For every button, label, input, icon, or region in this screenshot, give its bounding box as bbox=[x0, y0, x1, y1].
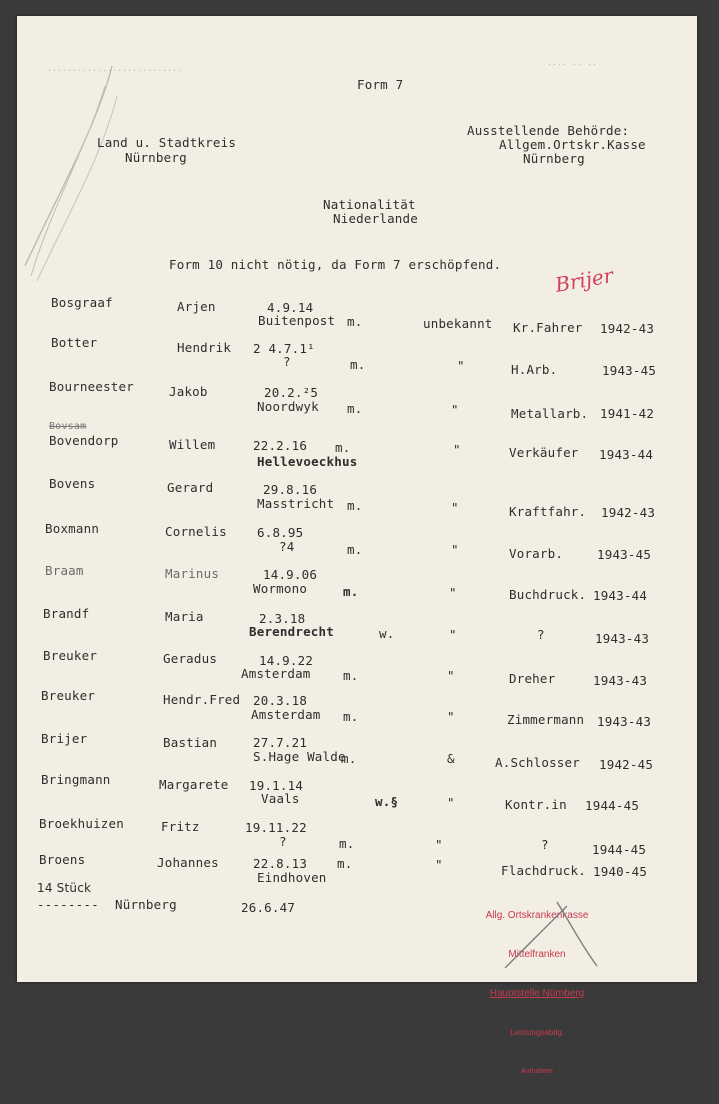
birth-place: Hellevoeckhus bbox=[257, 454, 358, 469]
period: 1943-43 bbox=[593, 673, 648, 688]
issuer-left-line2: Nürnberg bbox=[125, 150, 187, 165]
period: 1943-44 bbox=[599, 447, 654, 462]
entry-count: 14 Stück bbox=[37, 881, 92, 895]
document-page bbox=[17, 16, 697, 1075]
first-name: Maria bbox=[165, 609, 204, 624]
faint-dots-right: ···· ·· ·· bbox=[547, 60, 598, 69]
surname: Brijer bbox=[41, 731, 88, 746]
sex: m. bbox=[343, 709, 359, 724]
first-name: Willem bbox=[169, 437, 216, 452]
first-name: Arjen bbox=[177, 299, 216, 314]
sex: m. bbox=[337, 856, 353, 871]
surname-struck: Bovsam bbox=[49, 421, 87, 432]
address: unbekannt bbox=[423, 316, 493, 331]
first-name: Johannes bbox=[157, 855, 219, 870]
surname: Bovendorp bbox=[49, 433, 119, 448]
address: & bbox=[447, 751, 455, 766]
birth-date: 29.8.16 bbox=[263, 482, 318, 497]
occupation: Flachdruck. bbox=[501, 863, 586, 878]
sex: m. bbox=[341, 751, 357, 766]
surname: Brandf bbox=[43, 606, 90, 621]
birth-place: Vaals bbox=[261, 791, 300, 806]
note-line: Form 10 nicht nötig, da Form 7 erschöpfend. bbox=[169, 257, 502, 272]
address: " bbox=[447, 668, 455, 683]
occupation: Kontr.in bbox=[505, 797, 567, 812]
occupation: H.Arb. bbox=[511, 362, 558, 377]
birth-date: 2.3.18 bbox=[259, 611, 306, 626]
surname: Braam bbox=[45, 563, 84, 578]
birth-place: ?4 bbox=[279, 539, 295, 554]
surname: Broekhuizen bbox=[39, 816, 124, 831]
sex: m. bbox=[347, 542, 363, 557]
form-number: Form 7 bbox=[357, 77, 404, 92]
surname: Bovens bbox=[49, 476, 96, 491]
first-name: Hendr.Fred bbox=[163, 692, 241, 707]
birth-date: 4.9.14 bbox=[267, 300, 314, 315]
occupation: Vorarb. bbox=[509, 546, 564, 561]
first-name: Gerard bbox=[167, 480, 214, 495]
surname: Bringmann bbox=[41, 772, 111, 787]
sex: m. bbox=[343, 584, 359, 599]
stamp-line: Hauptstelle Nürnberg bbox=[489, 988, 585, 999]
occupation: A.Schlosser bbox=[495, 755, 580, 770]
first-name: Marinus bbox=[165, 566, 220, 581]
occupation: ? bbox=[537, 627, 545, 642]
period: 1942-45 bbox=[599, 757, 654, 772]
address: " bbox=[451, 402, 459, 417]
occupation: Kraftfahr. bbox=[509, 504, 587, 519]
birth-date: 20.3.18 bbox=[253, 693, 308, 708]
stamp-line: Leistungsabtlg. bbox=[510, 1028, 564, 1037]
sex: w. bbox=[379, 626, 395, 641]
pencil-scribble bbox=[17, 56, 127, 286]
stamp-line: Allg. Ortskrankenkasse bbox=[485, 910, 589, 921]
birth-place: Eindhoven bbox=[257, 870, 327, 885]
surname: Boxmann bbox=[45, 521, 100, 536]
occupation: Dreher bbox=[509, 671, 556, 686]
occupation: Metallarb. bbox=[511, 406, 589, 421]
birth-date: 19.1.14 bbox=[249, 778, 304, 793]
birth-place: Noordwyk bbox=[257, 399, 319, 414]
birth-date: 27.7.21 bbox=[253, 735, 308, 750]
birth-place: Amsterdam bbox=[241, 666, 311, 681]
birth-place: ? bbox=[279, 834, 287, 849]
sex: m. bbox=[343, 668, 359, 683]
birth-date: 6.8.95 bbox=[257, 525, 304, 540]
sex: m. bbox=[347, 401, 363, 416]
period: 1943-43 bbox=[595, 631, 650, 646]
period: 1943-45 bbox=[597, 547, 652, 562]
address: " bbox=[449, 585, 457, 600]
address: " bbox=[435, 837, 443, 852]
period: 1944-45 bbox=[592, 842, 647, 857]
occupation: Buchdruck. bbox=[509, 587, 587, 602]
birth-date: 14.9.06 bbox=[263, 567, 318, 582]
first-name: Margarete bbox=[159, 777, 229, 792]
address: " bbox=[435, 857, 443, 872]
red-signature: Brijer bbox=[553, 263, 615, 297]
footer-city: Nürnberg bbox=[115, 897, 177, 912]
address: " bbox=[451, 500, 459, 515]
address: " bbox=[447, 709, 455, 724]
surname: Breuker bbox=[43, 648, 98, 663]
first-name: Jakob bbox=[169, 384, 208, 399]
address: " bbox=[457, 358, 465, 373]
footer-date: 26.6.47 bbox=[241, 900, 296, 915]
sex: m. bbox=[350, 357, 366, 372]
stamp-pen-stroke bbox=[497, 896, 607, 976]
birth-place: S.Hage Walde bbox=[253, 749, 346, 764]
first-name: Geradus bbox=[163, 651, 218, 666]
birth-date: 2 4.7.1¹ bbox=[253, 341, 315, 356]
issuer-left-line1: Land u. Stadtkreis bbox=[97, 135, 237, 150]
first-name: Bastian bbox=[163, 735, 218, 750]
sex: m. bbox=[339, 836, 355, 851]
first-name: Cornelis bbox=[165, 524, 227, 539]
period: 1942-43 bbox=[601, 505, 656, 520]
issuer-right-line2: Allgem.Ortskr.Kasse bbox=[499, 137, 646, 152]
footer-dashes: -------- bbox=[37, 897, 99, 912]
period: 1941-42 bbox=[600, 406, 655, 421]
birth-date: 22.8.13 bbox=[253, 856, 308, 871]
period: 1943-43 bbox=[597, 714, 652, 729]
sex: m. bbox=[335, 440, 351, 455]
surname: Broens bbox=[39, 852, 86, 867]
birth-place: Amsterdam bbox=[251, 707, 321, 722]
issuer-right-line1: Ausstellende Behörde: bbox=[467, 123, 630, 138]
period: 1944-45 bbox=[585, 798, 640, 813]
birth-place: ? bbox=[283, 354, 291, 369]
period: 1943-44 bbox=[593, 588, 648, 603]
faint-dots-left: ··························· bbox=[47, 66, 183, 75]
surname: Bosgraaf bbox=[51, 295, 113, 310]
stamp-line: Mittelfranken bbox=[508, 949, 566, 960]
birth-place: Masstricht bbox=[257, 496, 335, 511]
address: " bbox=[451, 542, 459, 557]
occupation: Kr.Fahrer bbox=[513, 320, 583, 335]
sex: m. bbox=[347, 498, 363, 513]
address: " bbox=[449, 627, 457, 642]
birth-date: 20.2.²5 bbox=[264, 385, 319, 400]
birth-date: 19.11.22 bbox=[245, 820, 307, 835]
surname: Botter bbox=[51, 335, 98, 350]
occupation: Verkäufer bbox=[509, 445, 579, 460]
period: 1940-45 bbox=[593, 864, 648, 879]
birth-date: 14.9.22 bbox=[259, 653, 314, 668]
surname: Bourneester bbox=[49, 379, 134, 394]
period: 1943-45 bbox=[602, 363, 657, 378]
sex: m. bbox=[347, 314, 363, 329]
nationality-value: Niederlande bbox=[333, 211, 418, 226]
address: " bbox=[453, 442, 461, 457]
surname: Breuker bbox=[41, 688, 96, 703]
birth-place: Wormono bbox=[253, 581, 308, 596]
birth-date: 22.2.16 bbox=[253, 438, 308, 453]
nationality-label: Nationalität bbox=[323, 197, 416, 212]
period: 1942-43 bbox=[600, 321, 655, 336]
issuer-right-line3: Nürnberg bbox=[523, 151, 585, 166]
address: " bbox=[447, 795, 455, 810]
birth-place: Buitenpost bbox=[258, 313, 336, 328]
stamp-line: Aufnahme bbox=[521, 1068, 553, 1075]
occupation: Zimmermann bbox=[507, 712, 585, 727]
first-name: Fritz bbox=[161, 819, 200, 834]
birth-place: Berendrecht bbox=[249, 624, 334, 639]
first-name: Hendrik bbox=[177, 340, 232, 355]
occupation: ? bbox=[541, 837, 549, 852]
sex: w.§ bbox=[375, 794, 399, 809]
